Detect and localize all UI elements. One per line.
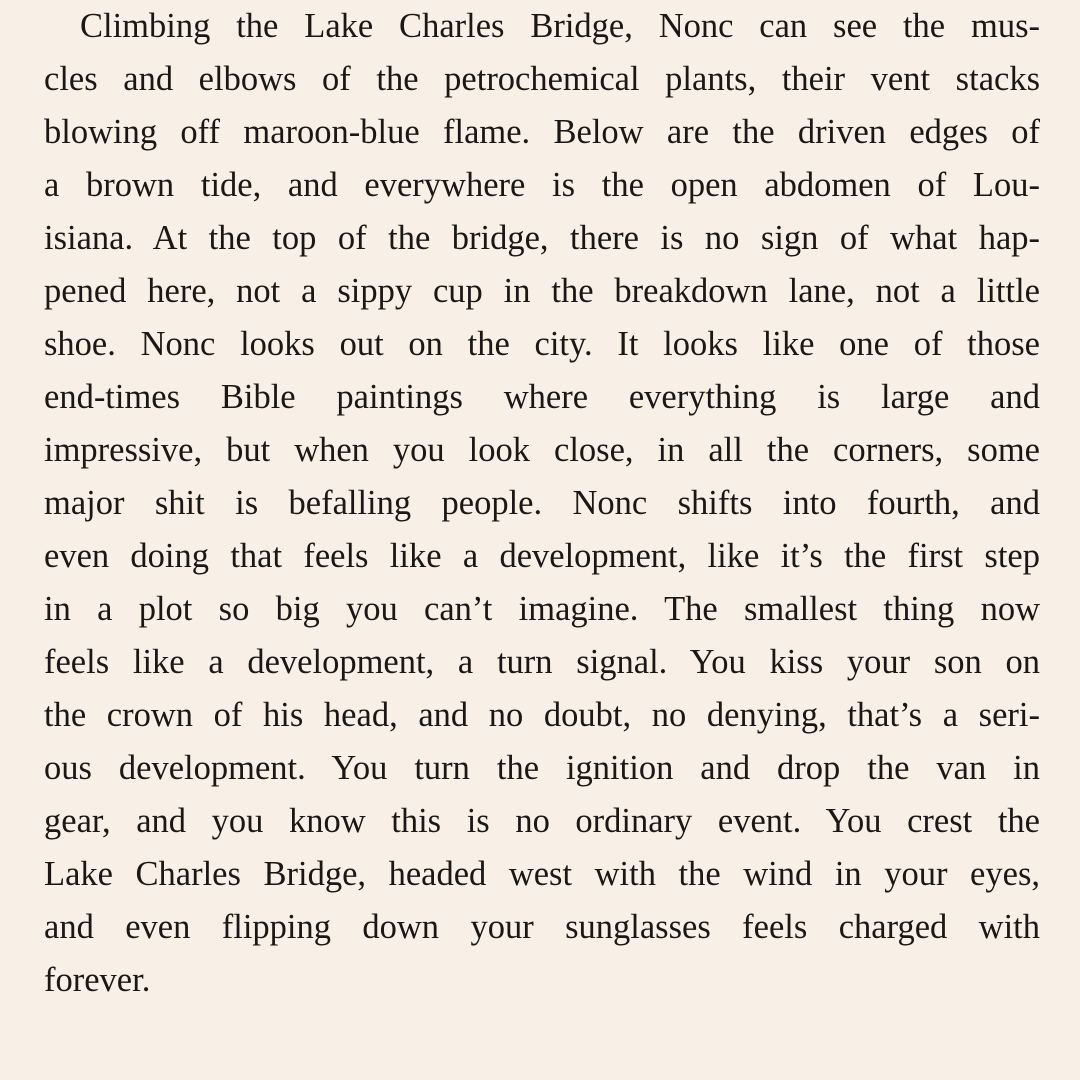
text-line: Climbing the Lake Charles Bridge, Nonc can see the mus- xyxy=(80,7,1040,45)
text-line: pened here, not a sippy cup in the breakdown lane, not a little xyxy=(44,272,1040,310)
text-line: cles and elbows of the petrochemical plants, their vent stacks xyxy=(44,60,1040,98)
text-line: gear, and you know this is no ordinary event. You crest the xyxy=(44,802,1040,840)
text-line: isiana. At the top of the bridge, there is no sign of what hap- xyxy=(44,219,1040,257)
text-line: in a plot so big you can’t imagine. The smallest thing now xyxy=(44,590,1040,628)
text-line: a brown tide, and everywhere is the open abdomen of Lou- xyxy=(44,166,1040,204)
body-paragraph xyxy=(44,0,1040,1007)
text-line: impressive, but when you look close, in all the corners, some xyxy=(44,431,1040,469)
text-line: shoe. Nonc looks out on the city. It looks like one of those xyxy=(44,325,1040,363)
text-line: end-times Bible paintings where everything is large and xyxy=(44,378,1040,416)
text-line: even doing that feels like a development, like it’s the first step xyxy=(44,537,1040,575)
text-line: the crown of his head, and no doubt, no denying, that’s a seri- xyxy=(44,696,1040,734)
text-line: forever. xyxy=(44,961,151,999)
text-line: and even flipping down your sunglasses feels charged with xyxy=(44,908,1040,946)
text-line: blowing off maroon-blue flame. Below are the driven edges of xyxy=(44,113,1040,151)
text-line: feels like a development, a turn signal. You kiss your son on xyxy=(44,643,1040,681)
text-line: ous development. You turn the ignition and drop the van in xyxy=(44,749,1040,787)
text-line: Lake Charles Bridge, headed west with the wind in your eyes, xyxy=(44,855,1040,893)
text-line: major shit is befalling people. Nonc shifts into fourth, and xyxy=(44,484,1040,522)
